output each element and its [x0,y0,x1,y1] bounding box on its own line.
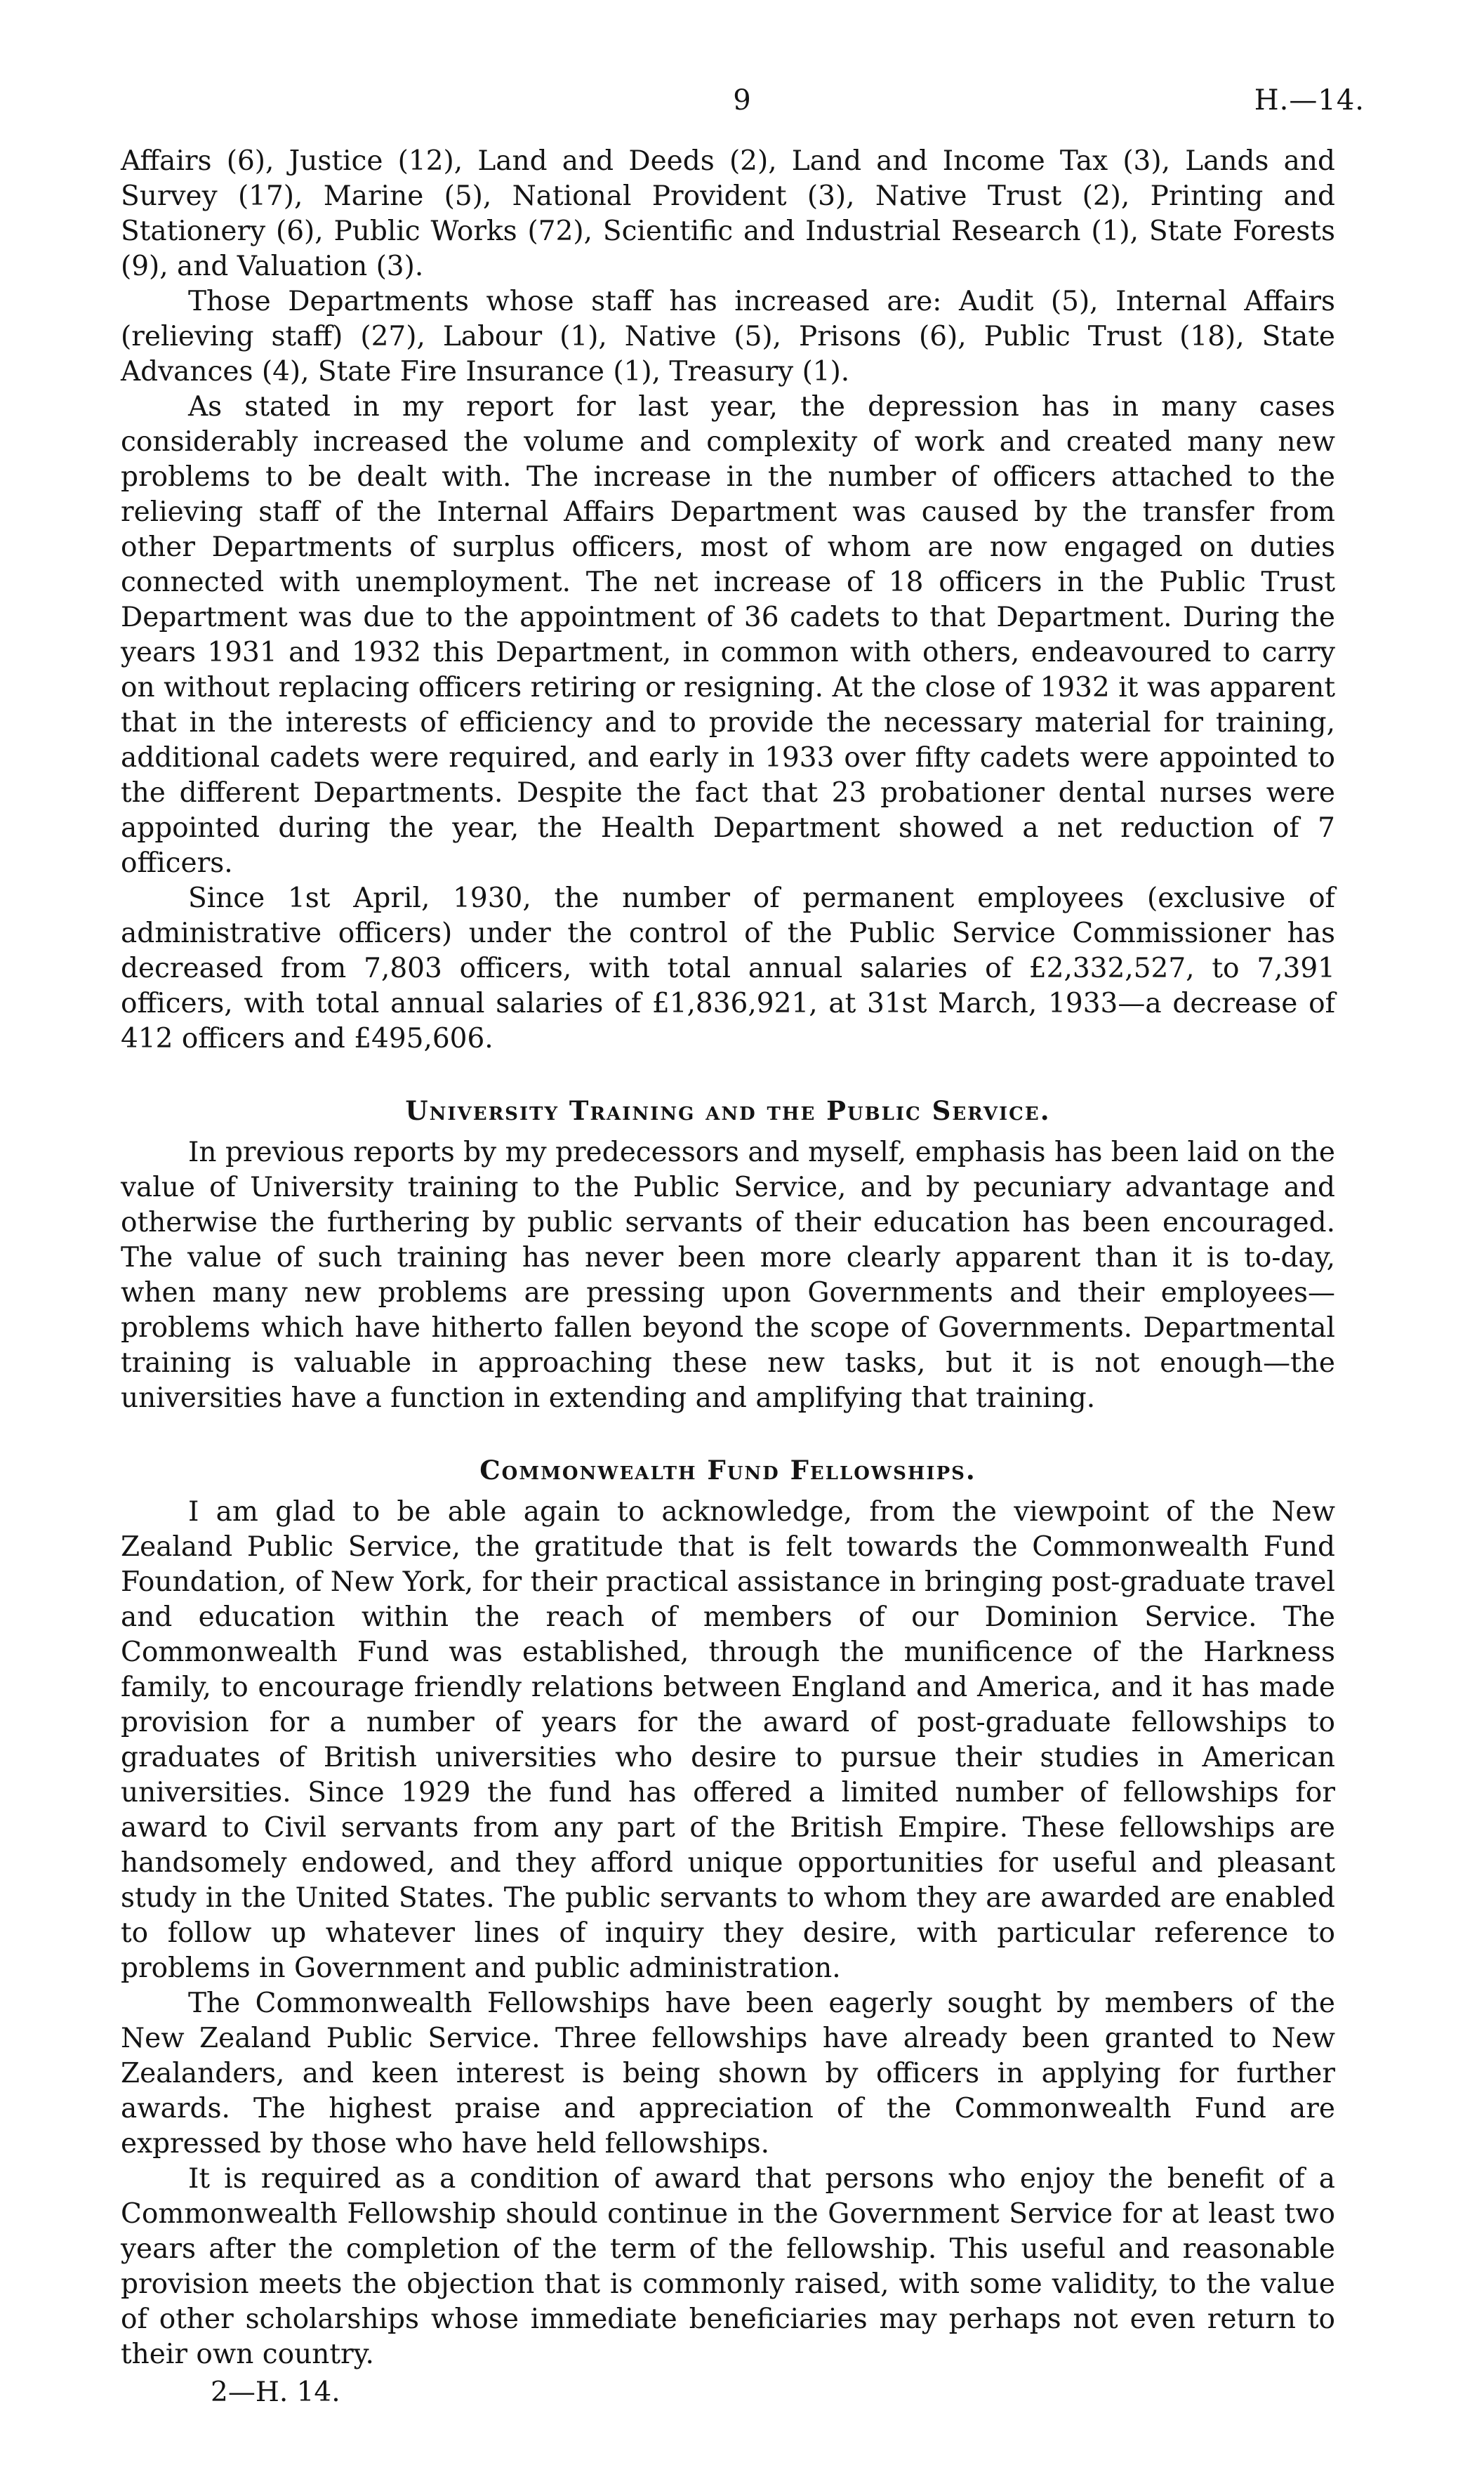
paragraph-department-decreases-cont: Affairs (6), Justice (12), Land and Deeds (2), Land and Income Tax (3), Lands and Survey (17), Marine (5), National Provident (3), Native Trust (2), Printing and Stationery (6), Public Works (72), Scientific and Industrial Research (1), State Forests (9), and Valuation (3). [121,145,1335,282]
paragraph-award-condition: It is required as a condition of award that persons who enjoy the benefit of a Commonwealth Fellowship should continue in the Government Service for at least two years after the completion of the term of the fellowship. This useful and reasonable provision meets the objection that is commonly raised, with some validity, to the value of other scholarships whose immediate beneficiaries may perhaps not even return to their own country. [121,2163,1335,2370]
paragraph-fellowships-sought: The Commonwealth Fellowships have been eagerly sought by members of the New Zealand Public Service. Three fellowships have already been granted to New Zealanders, and keen interest is being shown by officers in applying for further awards. The highest praise and appreciation of the Commonwealth Fund are expressed by those who have held fellowships. [121,1988,1335,2160]
paragraph-department-increases: Those Departments whose staff has increased are: Audit (5), Internal Affairs (relieving staff) (27), Labour (1), Native (5), Prisons (6), Public Trust (18), State Advances (4), State Fire Insurance (1), Treasury (1). [121,286,1335,388]
paragraph-university-training: In previous reports by my predecessors and myself, emphasis has been laid on the value of University training to the Public Service, and by pecuniary advantage and otherwise the furthering by public servants of their education has been encouraged. The value of such training has never been more clearly apparent than it is to-day, when many new problems are pressing upon Governments and their employees—problems which have hitherto fallen beyond the scope of Governments. Departmental training is valuable in approaching these new tasks, but it is not enough—the universities have a function in extending and amplifying that training. [121,1137,1335,1414]
page-number: 9 [733,84,751,117]
paragraph-commonwealth-fund: I am glad to be able again to acknowledge, from the viewpoint of the New Zealand Public Service, the gratitude that is felt towards the Commonwealth Fund Foundation, of New York, for their practical assistance in bringing post-graduate travel and education within the reach of members of our Dominion Service. The Commonwealth Fund was established, through the munificence of the Harkness family, to encourage friendly relations between England and America, and it has made provision for a number of years for the award of post-graduate fellowships to graduates of British universities who desire to pursue their studies in American universities. Since 1929 the fund has offered a limited number of fellowships for award to Civil servants from any part of the British Empire. These fellowships are handsomely endowed, and they afford unique opportunities for useful and pleasant study in the United States. The public servants to whom they are awarded are enabled to follow up whatever lines of inquiry they desire, with particular reference to problems in Government and public administration. [121,1496,1335,1984]
heading-university-training: University Training and the Public Service. [405,1095,1051,1126]
paragraph-depression-effects: As stated in my report for last year, the depression has in many cases considerably increased the volume and complexity of work and created many new problems to be dealt with. The increase in the number of officers attached to the relieving staff of the Internal Affairs Department was caused by the transfer from other Departments of surplus officers, most of whom are now engaged on duties connected with unemployment. The net increase of 18 officers in the Public Trust Department was due to the appointment of 36 cadets to that Department. During the years 1931 and 1932 this Department, in common with others, endeavoured to carry on without replacing officers retiring or resigning. At the close of 1932 it was apparent that in the interests of efficiency and to provide the necessary material for training, additional cadets were required, and early in 1933 over fifty cadets were appointed to the different Departments. Despite the fact that 23 probationer dental nurses were appointed during the year, the Health Department showed a net reduction of 7 officers. [121,391,1335,879]
heading-commonwealth-fund: Commonwealth Fund Fellowships. [479,1455,976,1486]
document-reference: H.—14. [1254,84,1365,117]
page-header [119,84,1365,126]
footer-signature-reference: 2—H. 14. [211,2376,340,2408]
paragraph-employee-numbers: Since 1st April, 1930, the number of permanent employees (exclusive of administrative officers) under the control of the Public Service Commissioner has decreased from 7,803 officers, with total annual salaries of £2,332,527, to 7,391 officers, with total annual salaries of £1,836,921, at 31st March, 1933—a decrease of 412 officers and £495,606. [121,882,1335,1055]
document-body [121,144,1335,2372]
